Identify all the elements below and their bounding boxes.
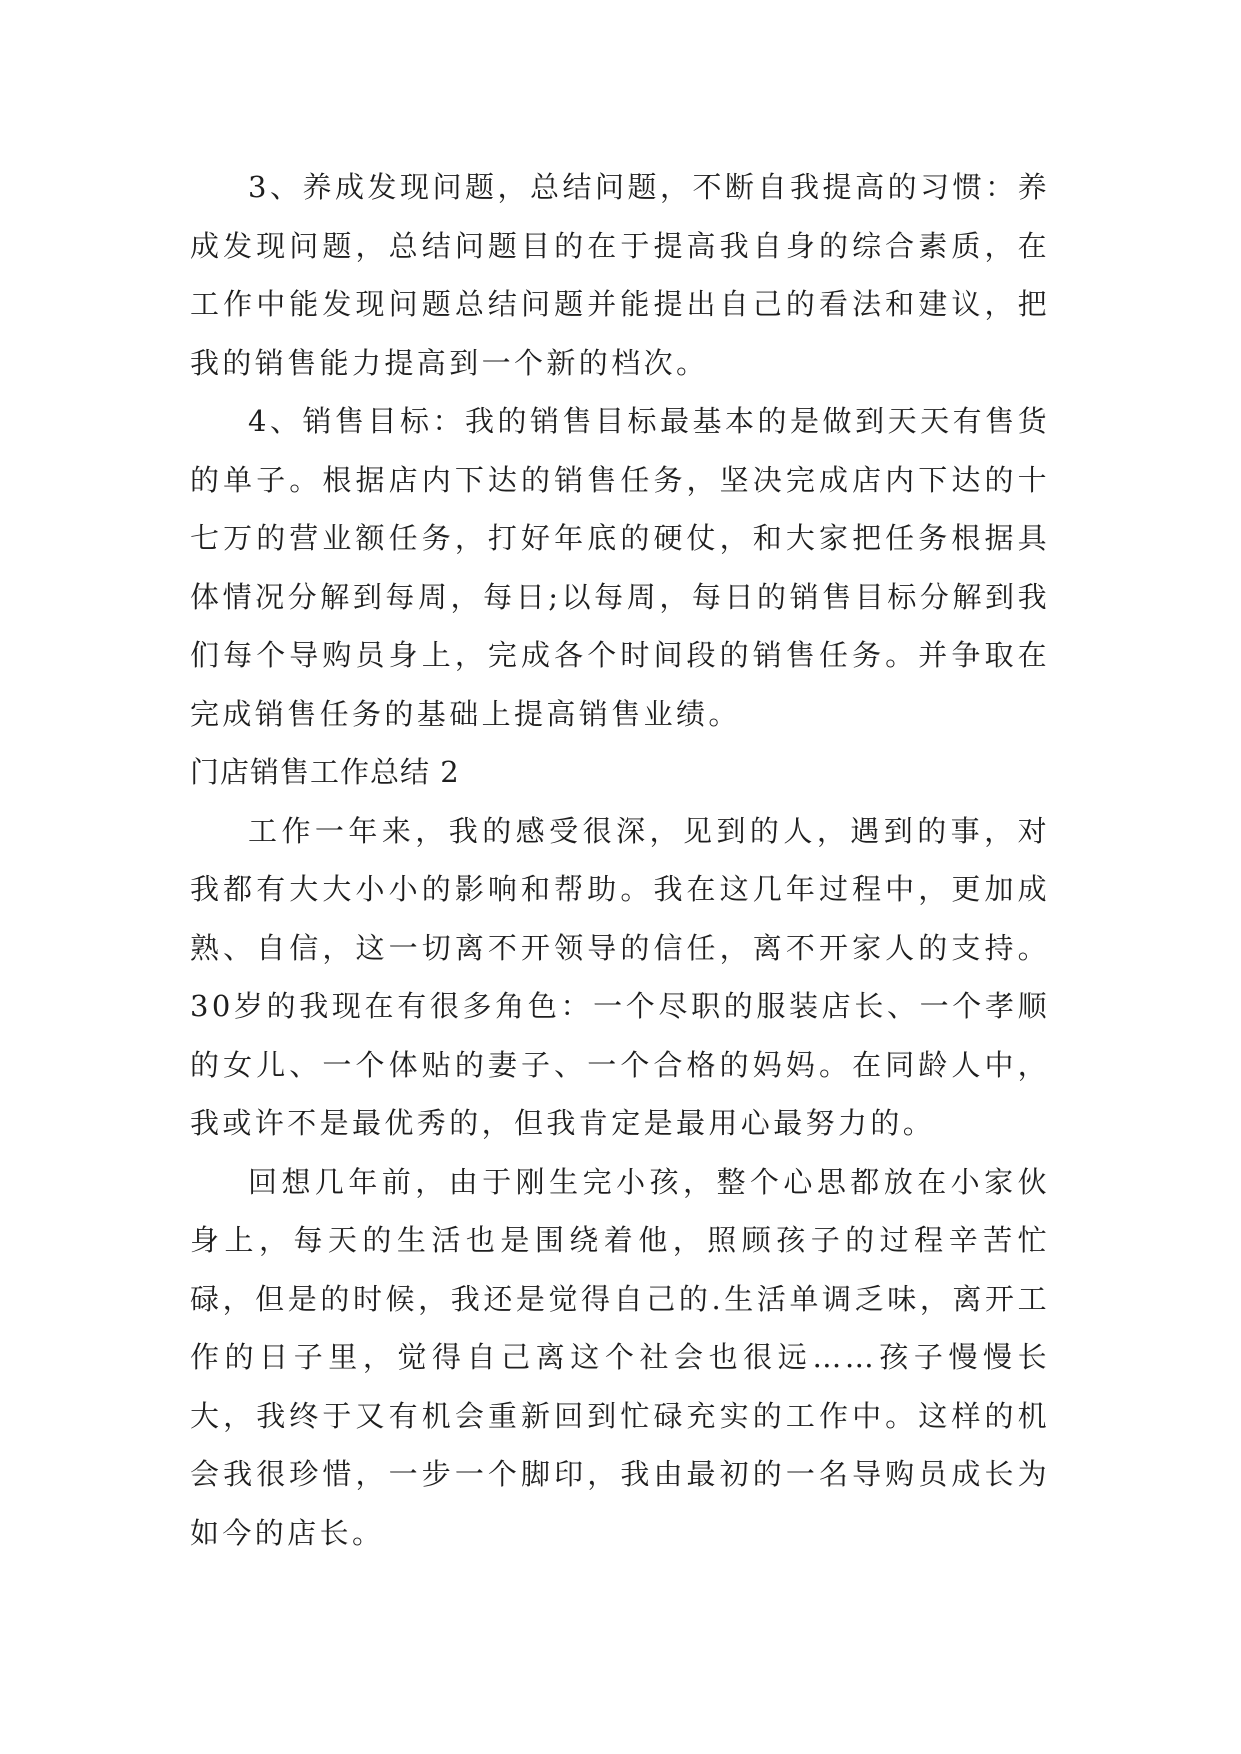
paragraph-sales-target: 4、销售目标：我的销售目标最基本的是做到天天有售货的单子。根据店内下达的销售任务，坚决完成店内下达的十七万的营业额任务，打好年底的硬仗，和大家把任务根据具体情况分解到每周，每日;以每周，每日的销售目标分解到我们每个导购员身上，完成各个时间段的销售任务。并争取在完成销售任务的基础上提高销售业绩。: [190, 404, 1050, 731]
paragraph-year-reflection: 工作一年来，我的感受很深，见到的人，遇到的事，对我都有大大小小的影响和帮助。我在这几年过程中，更加成熟、自信，这一切离不开领导的信任，离不开家人的支持。30岁的我现在有很多角色：一个尽职的服装店长、一个孝顺的女儿、一个体贴的妻子、一个合格的妈妈。在同龄人中，我或许不是最优秀的，但我肯定是最用心最努力的。: [190, 813, 1050, 1140]
paragraph-habit-summary: 3、养成发现问题，总结问题，不断自我提高的习惯：养成发现问题，总结问题目的在于提高我自身的综合素质，在工作中能发现问题总结问题并能提出自己的看法和建议，把我的销售能力提高到一个新的档次。: [190, 170, 1050, 380]
document-body: [190, 158, 1050, 1562]
section-heading: 门店销售工作总结 2: [190, 755, 460, 789]
paragraph-career-growth: 回想几年前，由于刚生完小孩，整个心思都放在小家伙身上，每天的生活也是围绕着他，照顾孩子的过程辛苦忙碌，但是的时候，我还是觉得自己的.生活单调乏味，离开工作的日子里，觉得自己离这个社会也很远……孩子慢慢长大，我终于又有机会重新回到忙碌充实的工作中。这样的机会我很珍惜，一步一个脚印，我由最初的一名导购员成长为如今的店长。: [190, 1164, 1050, 1550]
